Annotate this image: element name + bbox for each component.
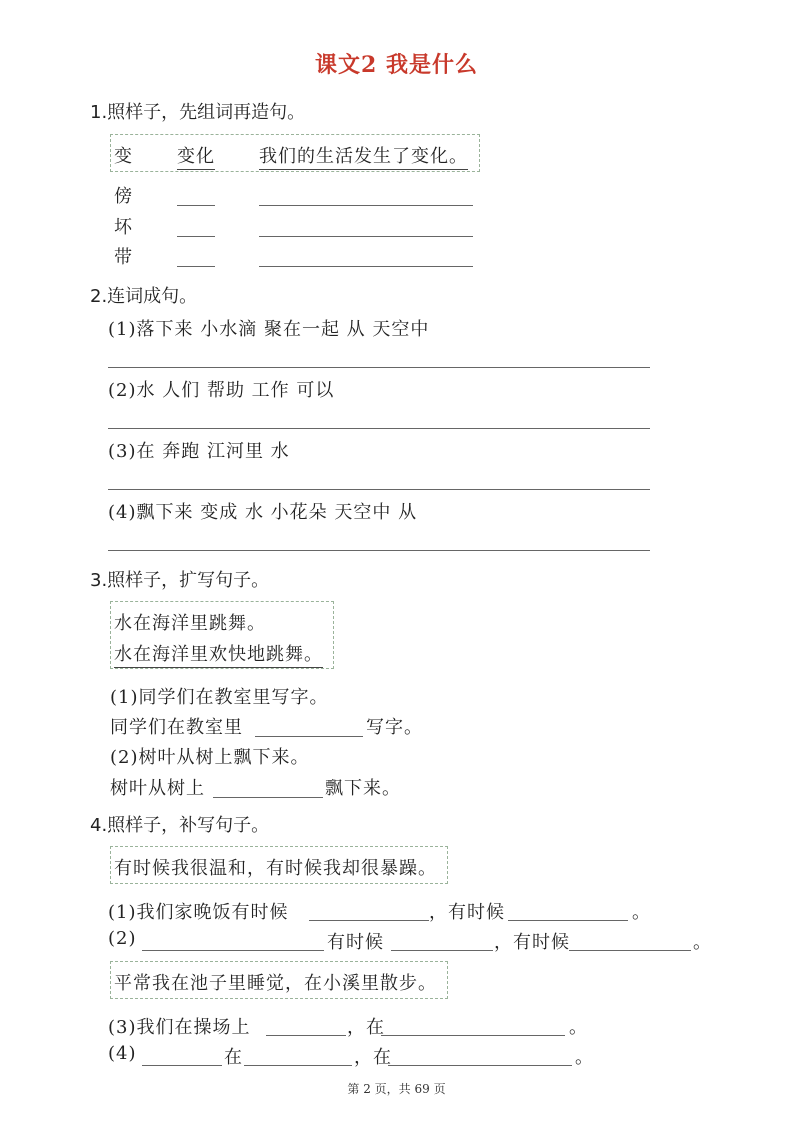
q1-example-char: 变 — [114, 146, 133, 167]
q4-item-4-d: 。 — [575, 1047, 594, 1068]
q1-sentence-blank-1[interactable] — [259, 205, 473, 206]
q4-item-1-b: ，有时候 — [429, 902, 505, 923]
q3-item-1-pre: 同学们在教室里 — [110, 717, 243, 738]
q4-item-4-blank-3[interactable] — [388, 1065, 572, 1066]
q1-char-2: 坏 — [114, 217, 133, 238]
q4-item-2-blank-2[interactable] — [391, 950, 493, 951]
q4-item-3-blank-1[interactable] — [266, 1035, 346, 1036]
q3-item-1: (1)同学们在教室里写字。 — [110, 687, 329, 708]
q4-item-1-c: 。 — [632, 902, 651, 923]
q4-item-2-d: 。 — [693, 932, 712, 953]
q1-heading: 1.照样子，先组词再造句。 — [90, 102, 306, 123]
q3-item-2-pre: 树叶从树上 — [110, 778, 205, 799]
q4-item-2-c: ，有时候 — [494, 932, 570, 953]
q3-item-1-blank[interactable] — [255, 736, 363, 737]
q4-item-3-c: 。 — [569, 1017, 588, 1038]
q4-example-1: 有时候我很温和，有时候我却很暴躁。 — [114, 858, 437, 879]
q3-item-1-post: 写字。 — [366, 717, 423, 738]
q4-item-4-blank-2[interactable] — [244, 1065, 352, 1066]
q4-item-1-blank-2[interactable] — [508, 920, 628, 921]
q4-heading: 4.照样子，补写句子。 — [90, 815, 270, 836]
q4-item-4-b: 在 — [224, 1047, 243, 1068]
q1-example-word: 变化 — [177, 142, 215, 170]
q4-item-2-a: (2) — [108, 928, 137, 949]
q1-word-blank-1[interactable] — [177, 205, 215, 206]
q2-heading: 2.连词成句。 — [90, 286, 198, 307]
q3-item-2-blank[interactable] — [213, 797, 323, 798]
q2-item-3: (3)在 奔跑 江河里 水 — [108, 441, 290, 462]
q4-item-4-c: ，在 — [354, 1047, 392, 1068]
q1-char-1: 傍 — [114, 186, 133, 207]
q2-item-1: (1)落下来 小水滴 聚在一起 从 天空中 — [108, 319, 430, 340]
q2-item-2: (2)水 人们 帮助 工作 可以 — [108, 380, 335, 401]
q4-item-2-b: 有时候 — [327, 932, 384, 953]
q1-char-3: 带 — [114, 247, 133, 268]
q4-item-3-b: ，在 — [347, 1017, 385, 1038]
q2-answer-line-3[interactable] — [108, 489, 650, 490]
q4-item-1-blank-1[interactable] — [309, 920, 429, 921]
q4-item-1-a: (1)我们家晚饭有时候 — [108, 902, 289, 923]
q3-item-2: (2)树叶从树上飘下来。 — [110, 747, 310, 768]
q4-item-2-blank-1[interactable] — [142, 950, 324, 951]
page-title: 课文2 我是什么 — [315, 52, 478, 78]
q4-example-2: 平常我在池子里睡觉，在小溪里散步。 — [114, 973, 437, 994]
q1-word-blank-2[interactable] — [177, 236, 215, 237]
q1-sentence-blank-2[interactable] — [259, 236, 473, 237]
q4-item-4-blank-1[interactable] — [142, 1065, 222, 1066]
q2-answer-line-2[interactable] — [108, 428, 650, 429]
q1-example-sentence: 我们的生活发生了变化。 — [259, 142, 468, 170]
q4-item-3-a: (3)我们在操场上 — [108, 1017, 251, 1038]
q1-word-blank-3[interactable] — [177, 266, 215, 267]
q3-example-line-1: 水在海洋里跳舞。 — [114, 613, 266, 634]
q2-item-4: (4)飘下来 变成 水 小花朵 天空中 从 — [108, 502, 418, 523]
page-number: 第 2 页，共 69 页 — [347, 1082, 446, 1096]
q2-answer-line-1[interactable] — [108, 367, 650, 368]
q4-item-4-a: (4) — [108, 1043, 137, 1064]
q3-heading: 3.照样子，扩写句子。 — [90, 570, 270, 591]
q2-answer-line-4[interactable] — [108, 550, 650, 551]
q3-item-2-post: 飘下来。 — [325, 778, 401, 799]
q1-sentence-blank-3[interactable] — [259, 266, 473, 267]
q3-example-line-2: 水在海洋里欢快地跳舞。 — [114, 640, 323, 668]
q4-item-2-blank-3[interactable] — [569, 950, 691, 951]
q4-item-3-blank-2[interactable] — [381, 1035, 565, 1036]
